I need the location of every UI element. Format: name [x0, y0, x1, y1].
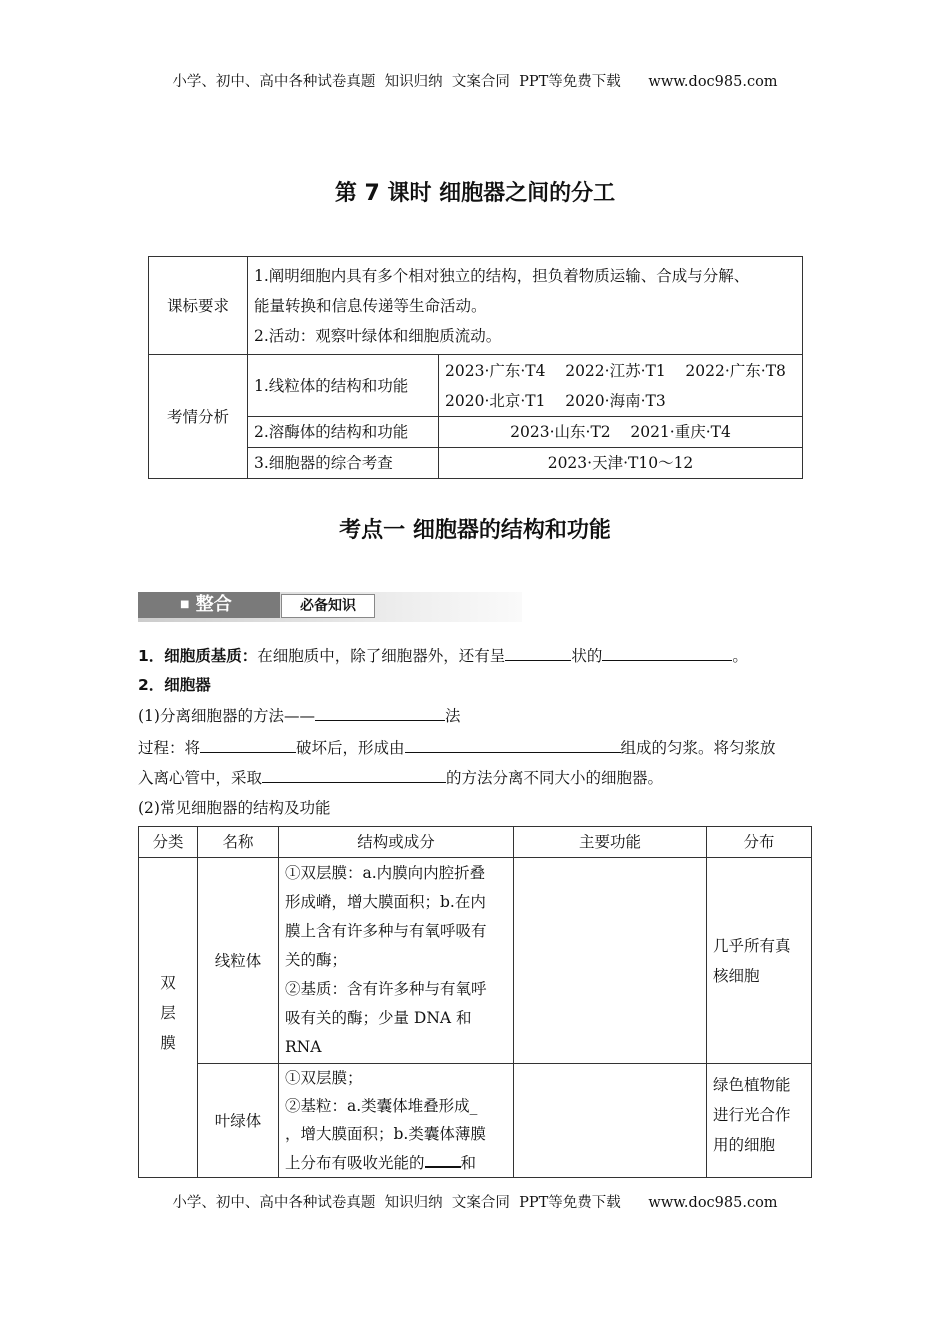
paragraph-3 — [138, 701, 460, 731]
banner-main — [138, 592, 280, 618]
paragraph-6: (2)常见细胞器的结构及功能 — [138, 799, 331, 817]
req-line: 1.阐明细胞内具有多个相对独立的结构，担负着物质运输、合成与分解、 — [254, 266, 750, 285]
blank — [505, 642, 571, 661]
square-icon: ■ — [180, 599, 190, 610]
text: (1)分离细胞器的方法—— — [138, 707, 315, 725]
analysis-label: 考情分析 — [149, 355, 248, 479]
text: 。 — [732, 647, 748, 665]
text: 破坏后，形成由 — [296, 739, 405, 757]
blank — [405, 734, 621, 753]
req-line: 2.活动：观察叶绿体和细胞质流动。 — [254, 326, 502, 345]
header-cell: 分类 — [139, 827, 198, 858]
line: 膜上含有许多种与有氧呼吸有 — [285, 922, 487, 940]
topic: 3.细胞器的综合考查 — [248, 448, 439, 479]
line: ，增大膜面积；b.类囊体薄膜 — [285, 1125, 486, 1143]
text: 的方法分离不同大小的细胞器。 — [446, 769, 664, 787]
text: 过程：将 — [138, 739, 201, 757]
paragraph-5 — [138, 763, 663, 793]
page-header: 小学、初中、高中各种试卷真题 知识归纳 文案合同 PPT等免费下载 www.doc985.com — [172, 74, 778, 90]
structure-cell — [279, 858, 514, 1064]
category-cell — [139, 858, 198, 1178]
exam-line: 2020·北京·T1 2020·海南·T3 — [445, 391, 666, 410]
header-cell: 分布 — [707, 827, 812, 858]
distribution-cell — [707, 1064, 812, 1178]
blank — [602, 642, 732, 661]
organelle-table — [138, 826, 812, 1178]
line: 核细胞 — [713, 966, 760, 985]
section-banner — [138, 592, 522, 622]
exams — [439, 355, 803, 417]
function-cell — [514, 858, 707, 1064]
text: 在细胞质中，除了细胞器外，还有呈 — [257, 647, 506, 665]
info-table — [148, 256, 803, 479]
line: 用的细胞 — [713, 1136, 776, 1154]
text: 法 — [444, 707, 461, 725]
char: 膜 — [160, 1034, 176, 1052]
text: 状的 — [571, 647, 603, 665]
blank — [262, 764, 446, 783]
header-cell: 主要功能 — [514, 827, 707, 858]
line — [285, 1148, 507, 1177]
text: 上分布有吸收光能的 — [285, 1154, 425, 1172]
req-line: 能量转换和信息传递等生命活动。 — [254, 296, 487, 315]
exam-line: 2023·广东·T4 2022·江苏·T1 2022·广东·T8 — [445, 361, 786, 380]
text: 和 — [460, 1154, 477, 1172]
structure-cell — [279, 1064, 514, 1178]
header-cell: 结构或成分 — [279, 827, 514, 858]
p1-label: 1．细胞质基质： — [138, 647, 258, 665]
topic: 2.溶酶体的结构和功能 — [248, 417, 439, 448]
exams: 2023·山东·T2 2021·重庆·T4 — [439, 417, 803, 448]
topic: 1.线粒体的结构和功能 — [248, 355, 439, 417]
req-label: 课标要求 — [149, 257, 248, 355]
banner-tag: 必备知识 — [281, 594, 375, 618]
function-cell — [514, 1064, 707, 1178]
paragraph-2: 2．细胞器 — [138, 676, 211, 694]
line: 关的酶； — [285, 951, 348, 969]
line: ②基粒：a.类囊体堆叠形成_ — [285, 1097, 478, 1115]
section-title: 考点一 细胞器的结构和功能 — [339, 518, 611, 543]
line: 绿色植物能 — [713, 1076, 791, 1094]
name-cell: 叶绿体 — [198, 1064, 279, 1178]
exams: 2023·天津·T10～12 — [439, 448, 803, 479]
banner-main-label: 整合 — [195, 594, 232, 615]
name-cell: 线粒体 — [198, 858, 279, 1064]
line: ②基质：含有许多种与有氧呼 — [285, 980, 487, 998]
paragraph-1 — [138, 641, 748, 671]
text: 组成的匀浆。将匀浆放 — [620, 739, 776, 757]
line: 形成嵴，增大膜面积；b.在内 — [285, 893, 486, 911]
blank — [200, 734, 296, 753]
req-content — [248, 257, 803, 355]
distribution-cell — [707, 858, 812, 1064]
line: 吸有关的酶；少量 DNA 和 — [285, 1009, 472, 1027]
line: ①双层膜：a.内膜向内腔折叠 — [285, 864, 486, 882]
page-footer: 小学、初中、高中各种试卷真题 知识归纳 文案合同 PPT等免费下载 www.doc985.com — [172, 1195, 778, 1211]
line: 几乎所有真 — [713, 936, 791, 955]
line: 进行光合作 — [713, 1106, 791, 1124]
header-cell: 名称 — [198, 827, 279, 858]
line: RNA — [285, 1038, 322, 1056]
blank — [315, 702, 445, 721]
text: 入离心管中，采取 — [138, 769, 263, 787]
paragraph-4 — [138, 733, 776, 763]
lesson-title: 第 7 课时 细胞器之间的分工 — [334, 181, 616, 206]
char: 双 — [160, 974, 176, 992]
char: 层 — [160, 1004, 176, 1022]
blank — [425, 1148, 461, 1168]
line: ①双层膜； — [285, 1069, 363, 1087]
